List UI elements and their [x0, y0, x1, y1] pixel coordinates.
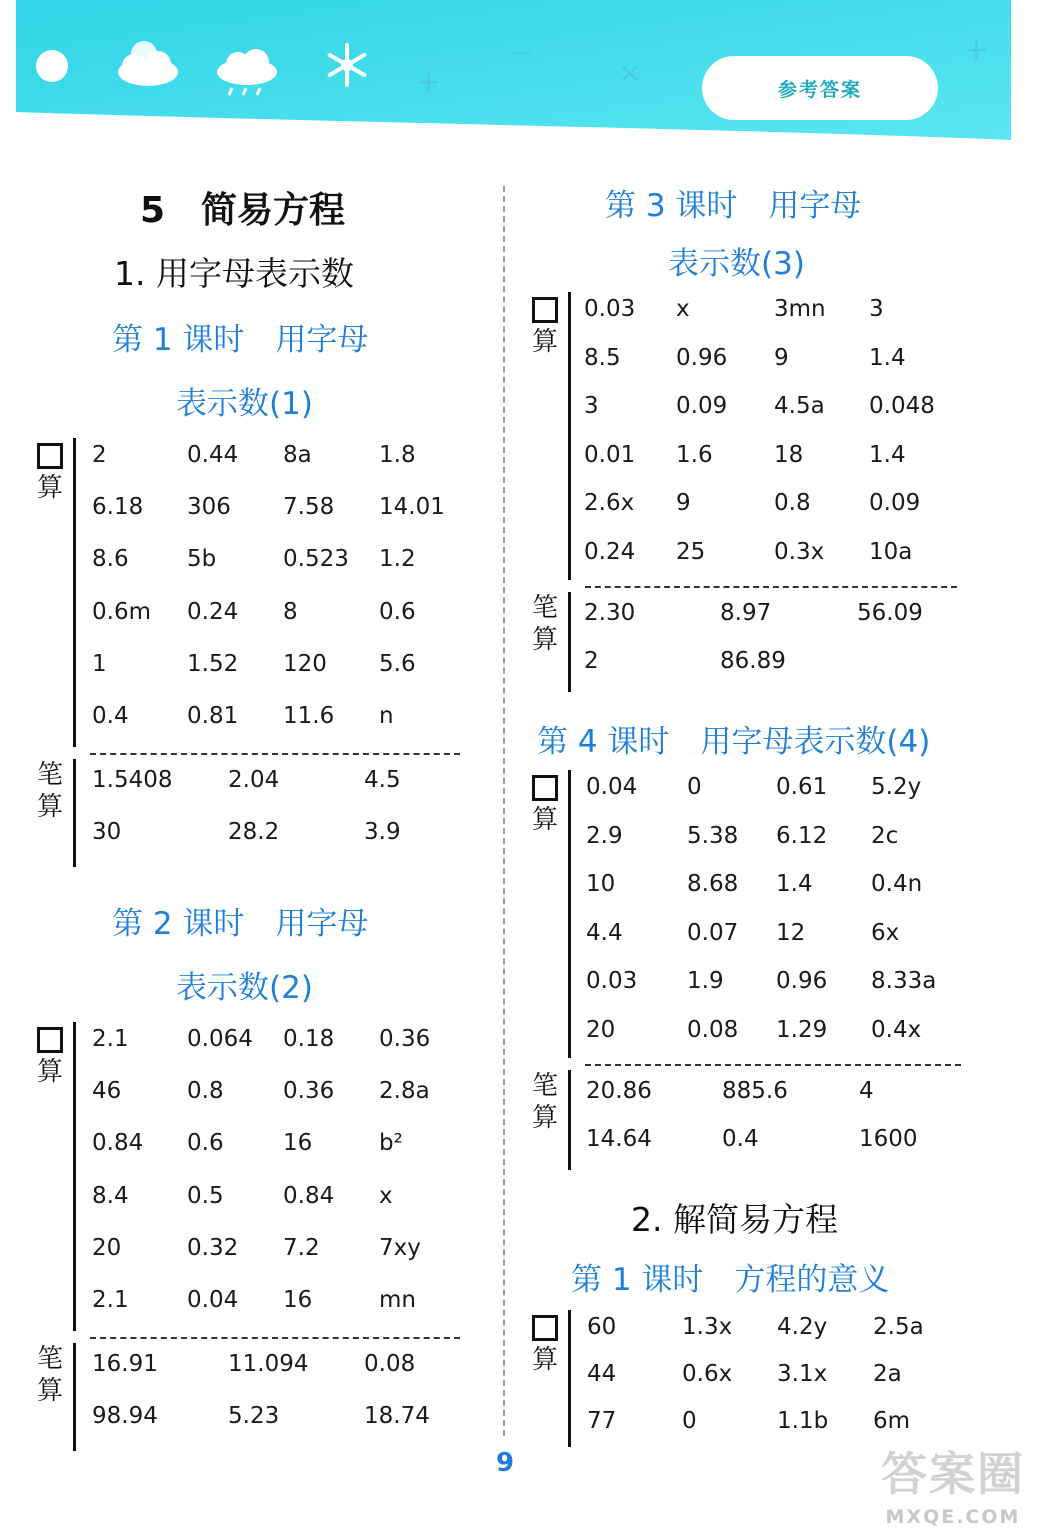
oral-answer: 0.24 [584, 539, 636, 565]
oral-answer: 0.84 [92, 1130, 144, 1157]
oral-answer: mn [379, 1287, 416, 1313]
lesson-4-title: 第 4 课时 用字母表示数(4) [537, 724, 931, 760]
oral-calc-label [529, 294, 561, 358]
oral-answer: 1 [92, 650, 107, 677]
watermark-logo-text: 答案圈 [881, 1447, 1025, 1501]
oral-answer: 0.6 [379, 598, 416, 625]
label-char: 算 [36, 792, 63, 823]
oral-answer: 0.3x [774, 539, 825, 565]
oral-answer: 16 [283, 1130, 313, 1157]
oral-answer: 0.6x [682, 1361, 733, 1387]
oral-answer: 16 [283, 1287, 313, 1313]
oral-answer: 5.6 [379, 650, 416, 677]
oral-answer: 2.8a [379, 1078, 430, 1105]
oral-answer: 0.07 [687, 919, 739, 946]
section-title-2: 2. 解简易方程 [631, 1200, 838, 1239]
oral-answer: 0 [687, 774, 702, 800]
written-answer: 5.23 [228, 1403, 280, 1430]
written-answer: 16.91 [92, 1351, 158, 1378]
written-answer: 4 [859, 1077, 874, 1104]
oral-answer: 3.1x [777, 1361, 828, 1387]
oral-calc-label [34, 440, 66, 504]
oral-answer: n [379, 703, 394, 729]
written-section-line [73, 759, 76, 867]
written-section-line [568, 592, 571, 692]
oral-answer: 0 [682, 1408, 697, 1434]
oral-section-line [568, 292, 571, 580]
label-char: 算 [531, 327, 558, 357]
oral-answer: 0.5 [187, 1182, 224, 1209]
written-answer: 11.094 [228, 1351, 309, 1378]
oral-answer: 8a [283, 442, 312, 468]
header-banner [16, 0, 1011, 140]
lesson-1-title-line2: 表示数(1) [176, 386, 313, 422]
oral-calc-label [529, 1312, 561, 1376]
section-title-1: 1. 用字母表示数 [114, 254, 354, 293]
written-calc-label [34, 1343, 66, 1407]
written-calc-label [529, 1070, 561, 1134]
oral-answer: 0.44 [187, 442, 239, 468]
written-answer: 86.89 [720, 647, 786, 674]
answer-key-label: 参考答案 [702, 56, 938, 120]
label-char: 笔 [36, 760, 63, 791]
oral-answer: 2.1 [92, 1287, 129, 1313]
oral-section-line [73, 438, 76, 747]
oral-answer: 8.6 [92, 546, 129, 573]
oral-answer: 8.33a [871, 968, 937, 995]
oral-answer: 9 [774, 344, 789, 371]
oral-answer: 0.4 [92, 703, 129, 729]
svg-text:+: + [964, 33, 990, 68]
lesson-3-title-line1: 第 3 课时 用字母 [605, 188, 862, 224]
oral-answer: 2.6x [584, 490, 635, 517]
watermark-url: MXQE.COM [885, 1506, 1021, 1528]
rain-cloud-icon [212, 44, 282, 96]
oral-answer: 5.2y [871, 774, 922, 800]
oral-answer: 120 [283, 650, 327, 677]
column-divider [503, 186, 505, 1436]
written-section-line [73, 1343, 76, 1451]
oral-answer: 2.5a [873, 1314, 924, 1340]
page-number: 9 [495, 1448, 515, 1478]
label-char: 算 [531, 624, 558, 655]
label-kou-box [37, 443, 63, 469]
oral-answer: 14.01 [379, 494, 445, 521]
section-separator [585, 586, 957, 588]
oral-answer: 25 [676, 539, 706, 565]
oral-answer: 3 [869, 296, 884, 322]
label-char: 算 [36, 1057, 63, 1087]
section-separator [585, 1064, 961, 1066]
snowflake-icon [324, 42, 370, 88]
oral-answer: 5.38 [687, 822, 739, 849]
oral-answer: 3mn [774, 296, 826, 322]
chapter-title: 5 简易方程 [140, 190, 346, 231]
oral-answer: 20 [586, 1017, 616, 1043]
oral-answer: 0.523 [283, 546, 349, 573]
oral-answer: 0.96 [676, 344, 728, 371]
lesson-2-title-line1: 第 2 课时 用字母 [112, 906, 369, 942]
oral-section-line [73, 1022, 76, 1331]
oral-answer: 6x [871, 919, 900, 946]
oral-calc-label [529, 772, 561, 836]
oral-answer: 8.5 [584, 344, 621, 371]
label-char: 笔 [531, 1070, 558, 1101]
oral-answer: 2 [92, 442, 107, 468]
written-answer: 4.5 [364, 767, 401, 794]
label-char: 算 [531, 805, 558, 835]
oral-answer: 2.9 [586, 822, 623, 849]
sun-icon [34, 48, 70, 84]
oral-answer: 60 [587, 1314, 617, 1340]
oral-answer: 0.4x [871, 1017, 922, 1043]
oral-answer: 1.9 [687, 968, 724, 995]
written-answer: 20.86 [586, 1077, 652, 1104]
oral-answer: 0.81 [187, 703, 239, 729]
oral-answer: x [379, 1182, 393, 1209]
written-answer: 1.5408 [92, 767, 173, 794]
site-watermark [868, 1438, 1038, 1530]
oral-calc-label [34, 1024, 66, 1088]
label-char: 算 [36, 1376, 63, 1407]
oral-answer: 0.84 [283, 1182, 335, 1209]
oral-answer: 0.048 [869, 393, 935, 420]
written-answer: 0.08 [364, 1351, 416, 1378]
oral-section-line [568, 1310, 571, 1447]
written-answer: 0.4 [722, 1125, 759, 1152]
oral-answer: 3 [584, 393, 599, 420]
oral-answer: 0.36 [283, 1078, 335, 1105]
written-answer: 56.09 [857, 599, 923, 626]
oral-answer: 1.4 [869, 441, 906, 468]
oral-answer: 0.32 [187, 1234, 239, 1261]
lesson-1-title-line1: 第 1 课时 用字母 [112, 322, 369, 358]
oral-answer: 1.8 [379, 442, 416, 468]
label-char: 笔 [531, 592, 558, 623]
oral-answer: 0.18 [283, 1026, 335, 1052]
oral-answer: 6m [873, 1408, 911, 1434]
oral-answer: 20 [92, 1234, 122, 1261]
oral-answer: 0.61 [776, 774, 828, 800]
oral-answer: 1.6 [676, 441, 713, 468]
oral-answer: 8 [283, 598, 298, 625]
oral-answer: 2.1 [92, 1026, 129, 1052]
oral-answer: 6.18 [92, 494, 144, 521]
oral-section-line [568, 770, 571, 1058]
oral-answer: 0.03 [586, 968, 638, 995]
oral-answer: 1.2 [379, 546, 416, 573]
oral-answer: 0.8 [187, 1078, 224, 1105]
oral-answer: 0.08 [687, 1017, 739, 1043]
svg-text:+: + [416, 65, 442, 100]
oral-answer: 0.09 [676, 393, 728, 420]
written-answer: 14.64 [586, 1125, 652, 1152]
oral-answer: 0.6 [187, 1130, 224, 1157]
oral-answer: 1.4 [869, 344, 906, 371]
oral-answer: b² [379, 1130, 403, 1157]
oral-answer: 1.3x [682, 1314, 733, 1340]
oral-answer: 0.01 [584, 441, 636, 468]
written-calc-label [34, 759, 66, 823]
oral-answer: 46 [92, 1078, 122, 1105]
oral-answer: 10a [869, 539, 913, 565]
oral-answer: 4.5a [774, 393, 825, 420]
written-answer: 30 [92, 819, 122, 846]
label-kou-box [532, 297, 558, 323]
oral-answer: 5b [187, 546, 217, 573]
written-answer: 2.04 [228, 767, 280, 794]
oral-answer: 7xy [379, 1234, 421, 1261]
written-answer: 28.2 [228, 819, 280, 846]
oral-answer: 2a [873, 1361, 902, 1387]
oral-answer: 0.96 [776, 968, 828, 995]
oral-answer: 77 [587, 1408, 617, 1434]
oral-answer: 10 [586, 871, 616, 898]
written-answer: 8.97 [720, 599, 772, 626]
oral-answer: 1.4 [776, 871, 813, 898]
label-char: 笔 [36, 1344, 63, 1375]
label-char: 算 [531, 1345, 558, 1375]
oral-answer: 0.09 [869, 490, 921, 517]
oral-answer: 7.2 [283, 1234, 320, 1261]
oral-answer: 8.4 [92, 1182, 129, 1209]
oral-answer: 1.52 [187, 650, 239, 677]
oral-answer: 0.36 [379, 1026, 431, 1052]
written-answer: 2 [584, 647, 599, 674]
oral-answer: x [676, 296, 690, 322]
oral-answer: 0.6m [92, 598, 151, 625]
oral-answer: 44 [587, 1361, 617, 1387]
oral-answer: 0.04 [187, 1287, 239, 1313]
oral-answer: 12 [776, 919, 806, 946]
oral-answer: 7.58 [283, 494, 335, 521]
cloud-sun-icon [112, 36, 182, 88]
label-char: 算 [36, 473, 63, 503]
written-calc-label [529, 592, 561, 656]
oral-answer: 8.68 [687, 871, 739, 898]
label-char: 算 [531, 1102, 558, 1133]
lesson-3-title-line2: 表示数(3) [668, 246, 805, 282]
label-kou-box [532, 1315, 558, 1341]
section-separator [90, 753, 460, 755]
oral-answer: 4.4 [586, 919, 623, 946]
label-kou-box [532, 775, 558, 801]
lesson-2-title-line2: 表示数(2) [176, 970, 313, 1006]
oral-answer: 0.03 [584, 296, 636, 322]
svg-text:−: − [508, 35, 534, 70]
written-answer: 18.74 [364, 1403, 430, 1430]
written-answer: 1600 [859, 1125, 918, 1152]
oral-answer: 1.1b [777, 1408, 829, 1434]
oral-answer: 18 [774, 441, 804, 468]
oral-answer: 9 [676, 490, 691, 517]
svg-text:×: × [618, 56, 642, 89]
oral-answer: 2c [871, 822, 899, 849]
oral-answer: 6.12 [776, 822, 828, 849]
oral-answer: 0.24 [187, 598, 239, 625]
oral-answer: 0.8 [774, 490, 811, 517]
label-kou-box [37, 1027, 63, 1053]
lesson-5-title: 第 1 课时 方程的意义 [571, 1262, 890, 1298]
oral-answer: 0.4n [871, 871, 923, 898]
oral-answer: 0.04 [586, 774, 638, 800]
section-separator [90, 1337, 460, 1339]
oral-answer: 306 [187, 494, 231, 521]
oral-answer: 4.2y [777, 1314, 828, 1340]
oral-answer: 0.064 [187, 1026, 253, 1052]
written-section-line [568, 1070, 571, 1170]
oral-answer: 1.29 [776, 1017, 828, 1043]
written-answer: 885.6 [722, 1077, 788, 1104]
written-answer: 3.9 [364, 819, 401, 846]
oral-answer: 11.6 [283, 703, 335, 729]
written-answer: 98.94 [92, 1403, 158, 1430]
written-answer: 2.30 [584, 599, 636, 626]
